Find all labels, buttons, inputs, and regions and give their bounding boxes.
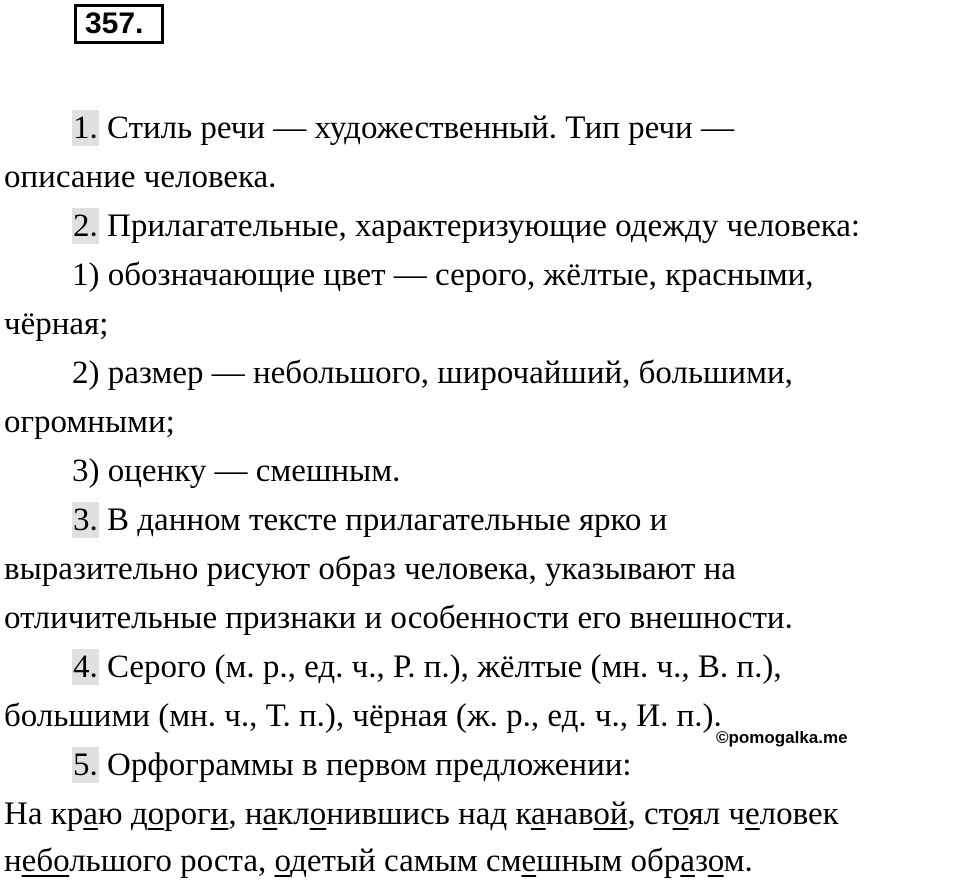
sentence-text: кл (277, 796, 310, 832)
sentence-text: нав (545, 796, 594, 832)
answer-line-6: 2) размер — небольшого, широчайший, большими, (72, 355, 793, 391)
answer-text-12: Серого (м. р., ед. ч., Р. п.), жёлтые (мн. ч., В. п.), (98, 649, 782, 685)
answer-line-12 (72, 647, 952, 687)
answer-line-4: 1) обозначающие цвет — серого, жёлтые, красными, (72, 257, 814, 293)
answer-line-14 (72, 745, 952, 785)
answer-line-3 (72, 206, 952, 246)
sentence-text: детый самым см (290, 843, 522, 879)
sentence-text: м. (723, 843, 753, 879)
item-number-5: 5. (73, 747, 98, 783)
answer-line-5: чёрная; (4, 306, 109, 342)
orthogram: о (672, 796, 689, 832)
answer-text-14: Орфограммы в первом предложении: (98, 747, 632, 783)
sentence-text: ял ч (688, 796, 746, 832)
answer-text-1: Стиль речи — художественный. Тип речи — (98, 110, 734, 146)
orthogram: и (210, 796, 229, 832)
orthogram: а (680, 843, 695, 879)
sentence-text: , ст (627, 796, 673, 832)
orthogram: о (147, 796, 165, 832)
answer-line-13: большими (мн. ч., Т. п.), чёрная (ж. р., ед. ч., И. п.). (4, 698, 722, 734)
orthogram: а (531, 796, 546, 832)
item-number-1: 1. (73, 110, 98, 146)
item-number-3: 3. (73, 502, 98, 538)
sentence-text: льшого роста, (69, 843, 275, 879)
sentence-text: рог (164, 796, 211, 832)
sentence-text: На кр (4, 796, 84, 832)
sentence-text: н (4, 843, 22, 879)
orthogram: а (262, 796, 278, 832)
answer-line-9 (72, 500, 952, 540)
answer-line-2: описание человека. (4, 159, 277, 195)
orthogram: а (83, 796, 98, 832)
item-number-4: 4. (73, 649, 98, 685)
task-number-box: 357. (74, 4, 164, 44)
orthogram: о (274, 843, 291, 879)
item-number-2: 2. (73, 208, 98, 244)
answer-text-3: Прилагательные, характеризующие одежду человека: (98, 208, 861, 244)
orthogram: ебо (21, 843, 70, 879)
sentence-text: ловек (759, 796, 839, 832)
answer-line-11: отличительные признаки и особенности его внешности. (4, 600, 793, 636)
orthogram: е (521, 843, 537, 879)
orthogram: о (309, 796, 327, 832)
answer-line-10: выразительно рисуют образ человека, указывают на (4, 551, 736, 587)
sentence-line-1 (4, 794, 952, 834)
orthogram: е (745, 796, 760, 832)
sentence-text: з (694, 843, 708, 879)
sentence-text: нившись над к (326, 796, 531, 832)
sentence-text: ю д (97, 796, 148, 832)
sentence-text: шным обр (536, 843, 681, 879)
watermark: ©pomogalka.me (716, 728, 848, 747)
sentence-line-2 (4, 841, 952, 881)
answer-line-1 (72, 108, 952, 148)
answer-line-7: огромными; (4, 404, 175, 440)
answer-line-8: 3) оценку — смешным. (72, 453, 401, 489)
answer-text-9: В данном тексте прилагательные ярко и (98, 502, 668, 538)
orthogram: о (707, 843, 724, 879)
sentence-text: , н (228, 796, 263, 832)
orthogram: ой (593, 796, 628, 832)
